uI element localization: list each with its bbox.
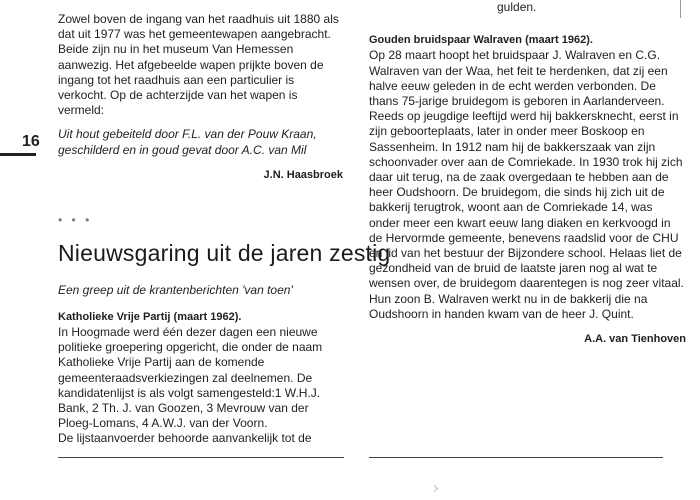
right-column <box>369 0 686 347</box>
page-number: 16 <box>22 133 40 150</box>
page-number-bar <box>0 153 36 156</box>
article-text-walraven: Op 28 maart hoopt het bruidspaar J. Walraven en C.G. Walraven van der Waa, het feit te herdenken, dat zij een halve eeuw geleden in de echt werden verbonden. De thans 75-jarige bruidegom is geboren in Aarlanderveen. Reeds op jeugdige leeftijd werd hij bakkersknecht, eerst in zijn geboortepIaats, later in onder meer Boskoop en Sassenheim. In 1912 nam hij de bakkerszaak van zijn schoonvader over aan de Comriekade. In 1930 trok hij zich daar uit terug, na de zaak overgedaan te hebben aan de heer Oudshoorn. De bruidegom, die sinds hij zich uit de bakkerij terugtrok, woont aan de Comriekade 14, was onder meer een kwart eeuw lang diaken en kerkvoogd in de Hervormde gemeente, benevens raadslid voor de CHU en lid van het bestuur der Bijzondere school. Helaas liet de gezondheid van de bruid de laatste jaren nog al wat te wensen over, de bruidegom daarentegen is nog zeer vitaal. Hun zoon B. Walraven werkt nu in de bakkerij die na Oudshoorn in handen kwam van de heer J. Quint. <box>369 48 684 321</box>
article-heading-walraven: Gouden bruidspaar Walraven (maart 1962). <box>369 34 593 47</box>
left-column <box>58 12 391 447</box>
bottom-rule-right <box>369 457 663 458</box>
section-headline: Nieuwsgaring uit de jaren zestig <box>58 240 391 267</box>
intro-paragraph: Zowel boven de ingang van het raadhuis uit 1880 als dat uit 1977 was het gemeentewapen aangebracht. Beide zijn nu in het museum Van Hemessen aanwezig. Het afgebeelde wapen prijkte boven de ingang tot het raadhuis aan een particulier is verkocht. Op de achterzijde van het wapen is vermeld: <box>58 12 339 118</box>
scan-mark <box>431 485 438 492</box>
caption-line-2: geschilderd en in goud gevat door A.C. van Mil <box>58 142 307 157</box>
signature-haasbroek: J.N. Haasbroek <box>263 168 343 181</box>
signature-tienhoven: A.A. van Tienhoven <box>584 333 686 346</box>
continued-word: gulden. <box>497 0 537 14</box>
article-text-kvp-continued: De lijstaanvoerder behoorde aanvankelijk tot de <box>58 431 312 446</box>
article-heading-kvp: Katholieke Vrije Partij (maart 1962). <box>58 310 242 323</box>
top-right-margin-line <box>680 0 681 18</box>
section-separator: • • • <box>58 213 93 228</box>
article-text-kvp: In Hoogmade werd één dezer dagen een nieuwe politieke groepering opgericht, die onder de naam Katholieke Vrije Partij aan de komende gemeenteraadsverkiezingen zal deelnemen. De kandidatenlijst is als volgt samengesteld:1 W.H.J. Bank, 2 Th. J. van Goozen, 3 Mevrouw van der Ploeg-Lomans, 4 A.W.J. van der Voorn. <box>58 325 323 431</box>
section-subtitle: Een greep uit de krantenberichten 'van toen' <box>58 282 293 297</box>
bottom-rule-left <box>58 457 344 458</box>
caption-line-1: Uit hout gebeiteld door F.L. van der Pouw Kraan, <box>58 127 317 142</box>
inscription-caption <box>58 127 343 157</box>
